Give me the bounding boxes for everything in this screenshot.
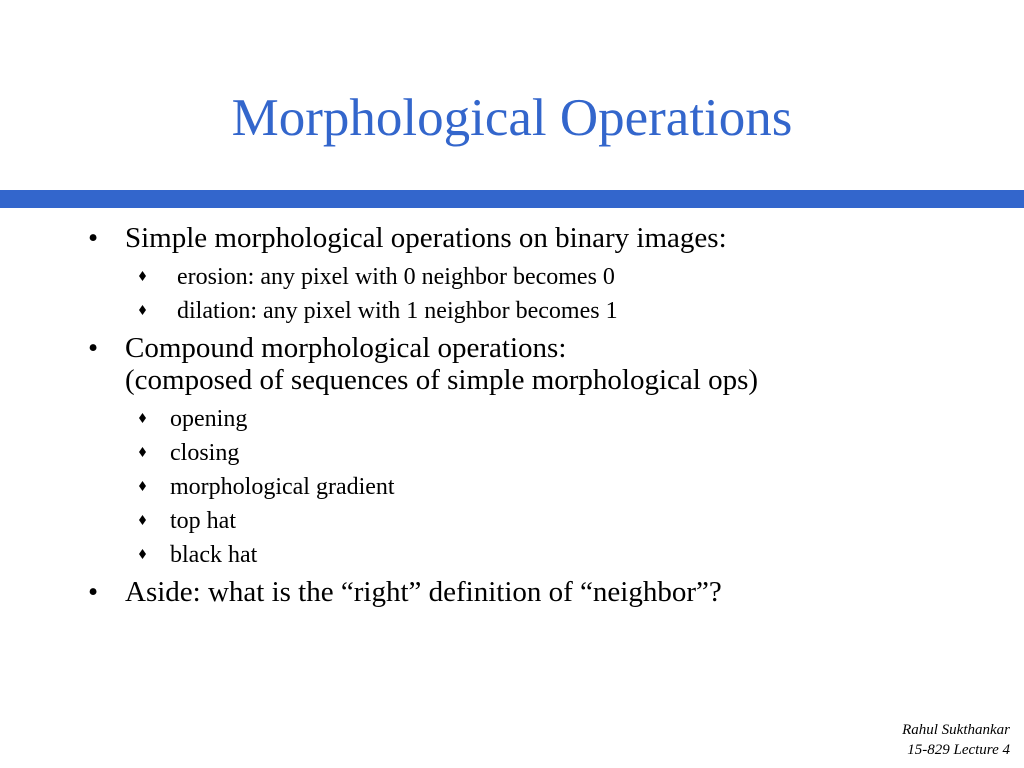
diamond-icon [139,305,146,315]
sub-item [0,294,1024,328]
sub-item [0,504,1024,538]
sub-item [0,402,1024,436]
diamond-icon [139,549,146,559]
diamond-icon [139,481,146,491]
bullet-text-continuation: (composed of sequences of simple morphological ops) [125,364,759,396]
title-divider [0,190,1024,208]
bullet-item [0,222,1024,254]
diamond-icon [139,413,146,423]
slide-footer [902,720,1010,760]
diamond-icon [139,447,146,457]
diamond-icon [139,271,146,281]
bullet-text: Compound morphological operations: [125,332,567,364]
diamond-icon [139,515,146,525]
footer-course: 15-829 Lecture 4 [907,742,1010,758]
sub-item-text: top hat [170,508,236,534]
bullet-dot-icon: • [88,222,99,254]
bullet-item [0,332,1024,396]
sub-item [0,538,1024,572]
bullet-item [0,576,1024,608]
sub-item [0,260,1024,294]
bullet-text: Simple morphological operations on binary images: [125,222,727,254]
sub-item-text: dilation: any pixel with 1 neighbor becomes 1 [177,298,618,324]
sub-item-text: opening [170,406,248,432]
sub-item-text: morphological gradient [170,474,395,500]
bullet-dot-icon: • [88,332,99,364]
bullet-text: Aside: what is the “right” definition of “neighbor”? [125,576,722,608]
slide-content [0,222,1024,608]
sub-item [0,436,1024,470]
sub-item-text: closing [170,440,240,466]
sub-item [0,470,1024,504]
sub-list [0,402,1024,572]
sub-item-text: black hat [170,542,258,568]
footer-author: Rahul Sukthankar [902,722,1010,738]
bullet-dot-icon: • [88,576,99,608]
sub-list [0,260,1024,328]
slide-title: Morphological Operations [231,89,793,147]
sub-item-text: erosion: any pixel with 0 neighbor becomes 0 [177,264,615,290]
